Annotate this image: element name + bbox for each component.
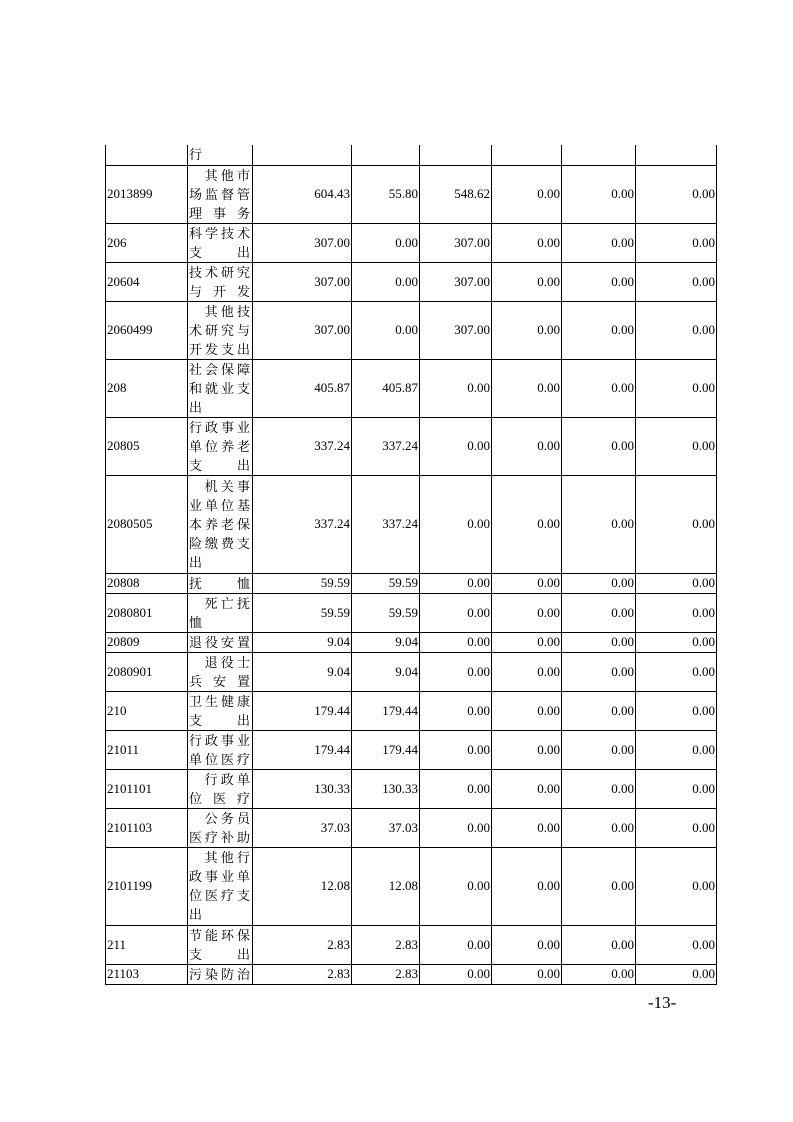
amount-cell: 0.00 — [636, 301, 717, 359]
amount-cell: 37.03 — [352, 808, 420, 847]
subject-name: 机关事业单位基本养老保险缴费支出 — [188, 475, 253, 573]
amount-cell: 0.00 — [636, 223, 717, 262]
amount-cell: 179.44 — [253, 691, 352, 730]
subject-code — [106, 145, 188, 165]
amount-cell: 0.00 — [562, 769, 636, 808]
page-number: -13- — [648, 993, 677, 1012]
table-row — [106, 145, 717, 165]
amount-cell: 0.00 — [562, 593, 636, 632]
amount-cell: 0.00 — [562, 847, 636, 925]
amount-cell: 0.00 — [492, 925, 562, 964]
amount-cell: 0.00 — [420, 573, 492, 593]
amount-cell: 0.00 — [636, 417, 717, 475]
subject-name: 卫生健康支出 — [188, 691, 253, 730]
subject-code: 208 — [106, 359, 188, 417]
amount-cell: 0.00 — [636, 573, 717, 593]
amount-cell: 0.00 — [562, 262, 636, 301]
amount-cell: 0.00 — [492, 475, 562, 573]
amount-cell: 0.00 — [492, 301, 562, 359]
amount-cell: 0.00 — [492, 652, 562, 691]
amount-cell: 337.24 — [253, 417, 352, 475]
amount-cell: 9.04 — [352, 652, 420, 691]
amount-cell: 0.00 — [562, 632, 636, 652]
subject-code: 21103 — [106, 964, 188, 984]
table-row — [106, 593, 717, 632]
amount-cell: 9.04 — [352, 632, 420, 652]
amount-cell: 0.00 — [636, 691, 717, 730]
amount-cell: 0.00 — [636, 262, 717, 301]
subject-name: 死亡抚恤 — [188, 593, 253, 632]
table-row — [106, 691, 717, 730]
table-row — [106, 652, 717, 691]
amount-cell: 59.59 — [352, 593, 420, 632]
amount-cell: 307.00 — [420, 223, 492, 262]
subject-name: 其他市场监督管理事务 — [188, 165, 253, 223]
amount-cell — [492, 145, 562, 165]
subject-code: 20604 — [106, 262, 188, 301]
amount-cell: 130.33 — [253, 769, 352, 808]
amount-cell: 59.59 — [253, 593, 352, 632]
amount-cell: 37.03 — [253, 808, 352, 847]
subject-code: 20809 — [106, 632, 188, 652]
subject-code: 2080505 — [106, 475, 188, 573]
subject-code: 20808 — [106, 573, 188, 593]
table-row — [106, 417, 717, 475]
subject-code: 2101101 — [106, 769, 188, 808]
amount-cell: 0.00 — [562, 417, 636, 475]
amount-cell: 2.83 — [253, 964, 352, 984]
amount-cell: 0.00 — [420, 925, 492, 964]
table-row — [106, 808, 717, 847]
subject-code: 2080801 — [106, 593, 188, 632]
subject-name: 退役安置 — [188, 632, 253, 652]
amount-cell: 0.00 — [492, 359, 562, 417]
subject-name: 行政事业单位养老支出 — [188, 417, 253, 475]
amount-cell: 0.00 — [562, 925, 636, 964]
amount-cell: 0.00 — [492, 573, 562, 593]
amount-cell: 59.59 — [253, 573, 352, 593]
amount-cell — [420, 145, 492, 165]
subject-name: 退役士兵安置 — [188, 652, 253, 691]
amount-cell: 0.00 — [420, 808, 492, 847]
table-row — [106, 632, 717, 652]
amount-cell: 0.00 — [420, 691, 492, 730]
amount-cell: 0.00 — [562, 223, 636, 262]
subject-code: 211 — [106, 925, 188, 964]
table-row — [106, 223, 717, 262]
amount-cell: 0.00 — [636, 652, 717, 691]
amount-cell: 0.00 — [636, 359, 717, 417]
table-body — [106, 145, 717, 984]
subject-code: 2060499 — [106, 301, 188, 359]
amount-cell: 0.00 — [492, 223, 562, 262]
amount-cell: 337.24 — [352, 475, 420, 573]
amount-cell: 0.00 — [636, 847, 717, 925]
amount-cell: 0.00 — [352, 301, 420, 359]
subject-code: 2013899 — [106, 165, 188, 223]
table-row — [106, 964, 717, 984]
amount-cell: 179.44 — [352, 730, 420, 769]
amount-cell: 307.00 — [420, 301, 492, 359]
amount-cell: 0.00 — [636, 593, 717, 632]
amount-cell: 307.00 — [253, 223, 352, 262]
amount-cell: 307.00 — [420, 262, 492, 301]
subject-code: 210 — [106, 691, 188, 730]
amount-cell: 0.00 — [562, 730, 636, 769]
amount-cell: 0.00 — [562, 301, 636, 359]
amount-cell: 0.00 — [636, 475, 717, 573]
amount-cell: 55.80 — [352, 165, 420, 223]
amount-cell: 405.87 — [253, 359, 352, 417]
amount-cell: 2.83 — [352, 925, 420, 964]
amount-cell — [562, 145, 636, 165]
table-row — [106, 730, 717, 769]
amount-cell: 0.00 — [492, 262, 562, 301]
amount-cell: 0.00 — [562, 165, 636, 223]
amount-cell: 0.00 — [562, 573, 636, 593]
amount-cell: 0.00 — [352, 223, 420, 262]
subject-name: 其他行政事业单位医疗支出 — [188, 847, 253, 925]
table-row — [106, 573, 717, 593]
amount-cell: 307.00 — [253, 301, 352, 359]
subject-name: 抚恤 — [188, 573, 253, 593]
budget-table — [105, 145, 717, 985]
amount-cell: 0.00 — [420, 417, 492, 475]
amount-cell: 0.00 — [492, 964, 562, 984]
amount-cell: 2.83 — [352, 964, 420, 984]
amount-cell: 0.00 — [420, 964, 492, 984]
amount-cell: 307.00 — [253, 262, 352, 301]
amount-cell: 0.00 — [562, 808, 636, 847]
amount-cell: 0.00 — [562, 359, 636, 417]
table-row — [106, 847, 717, 925]
amount-cell: 9.04 — [253, 632, 352, 652]
amount-cell: 0.00 — [492, 691, 562, 730]
subject-code: 20805 — [106, 417, 188, 475]
subject-name: 行政单位医疗 — [188, 769, 253, 808]
subject-name: 污染防治 — [188, 964, 253, 984]
table-row — [106, 262, 717, 301]
subject-name: 行政事业单位医疗 — [188, 730, 253, 769]
amount-cell: 0.00 — [636, 632, 717, 652]
amount-cell: 12.08 — [352, 847, 420, 925]
table-row — [106, 769, 717, 808]
amount-cell: 0.00 — [492, 847, 562, 925]
amount-cell: 0.00 — [636, 808, 717, 847]
amount-cell — [636, 145, 717, 165]
table-row — [106, 925, 717, 964]
amount-cell: 0.00 — [492, 808, 562, 847]
amount-cell: 0.00 — [562, 964, 636, 984]
amount-cell: 604.43 — [253, 165, 352, 223]
amount-cell: 337.24 — [352, 417, 420, 475]
amount-cell: 0.00 — [636, 165, 717, 223]
amount-cell: 130.33 — [352, 769, 420, 808]
table-row — [106, 301, 717, 359]
amount-cell — [253, 145, 352, 165]
amount-cell: 548.62 — [420, 165, 492, 223]
amount-cell: 0.00 — [420, 730, 492, 769]
table-row — [106, 475, 717, 573]
subject-name: 社会保障和就业支出 — [188, 359, 253, 417]
amount-cell: 0.00 — [420, 359, 492, 417]
amount-cell: 0.00 — [420, 847, 492, 925]
amount-cell: 0.00 — [492, 632, 562, 652]
amount-cell: 0.00 — [562, 691, 636, 730]
amount-cell: 0.00 — [352, 262, 420, 301]
amount-cell: 0.00 — [492, 730, 562, 769]
amount-cell: 59.59 — [352, 573, 420, 593]
subject-name: 科学技术支出 — [188, 223, 253, 262]
subject-code: 2101103 — [106, 808, 188, 847]
amount-cell: 9.04 — [253, 652, 352, 691]
subject-name: 行 — [188, 145, 253, 165]
subject-code: 2080901 — [106, 652, 188, 691]
amount-cell: 0.00 — [420, 769, 492, 808]
amount-cell: 0.00 — [562, 652, 636, 691]
subject-name: 节能环保支出 — [188, 925, 253, 964]
amount-cell: 12.08 — [253, 847, 352, 925]
amount-cell: 2.83 — [253, 925, 352, 964]
amount-cell: 0.00 — [492, 593, 562, 632]
amount-cell: 0.00 — [492, 417, 562, 475]
subject-name: 技术研究与开发 — [188, 262, 253, 301]
subject-name: 公务员医疗补助 — [188, 808, 253, 847]
amount-cell: 0.00 — [492, 165, 562, 223]
amount-cell: 0.00 — [420, 652, 492, 691]
amount-cell: 0.00 — [420, 593, 492, 632]
amount-cell: 337.24 — [253, 475, 352, 573]
amount-cell: 0.00 — [492, 769, 562, 808]
amount-cell: 179.44 — [253, 730, 352, 769]
amount-cell: 0.00 — [636, 964, 717, 984]
amount-cell: 0.00 — [420, 475, 492, 573]
amount-cell: 0.00 — [562, 475, 636, 573]
amount-cell: 0.00 — [420, 632, 492, 652]
amount-cell: 0.00 — [636, 925, 717, 964]
subject-code: 206 — [106, 223, 188, 262]
amount-cell: 0.00 — [636, 769, 717, 808]
table-row — [106, 359, 717, 417]
subject-code: 2101199 — [106, 847, 188, 925]
subject-name: 其他技术研究与开发支出 — [188, 301, 253, 359]
amount-cell: 179.44 — [352, 691, 420, 730]
amount-cell: 0.00 — [636, 730, 717, 769]
amount-cell: 405.87 — [352, 359, 420, 417]
table-row — [106, 165, 717, 223]
subject-code: 21011 — [106, 730, 188, 769]
amount-cell — [352, 145, 420, 165]
